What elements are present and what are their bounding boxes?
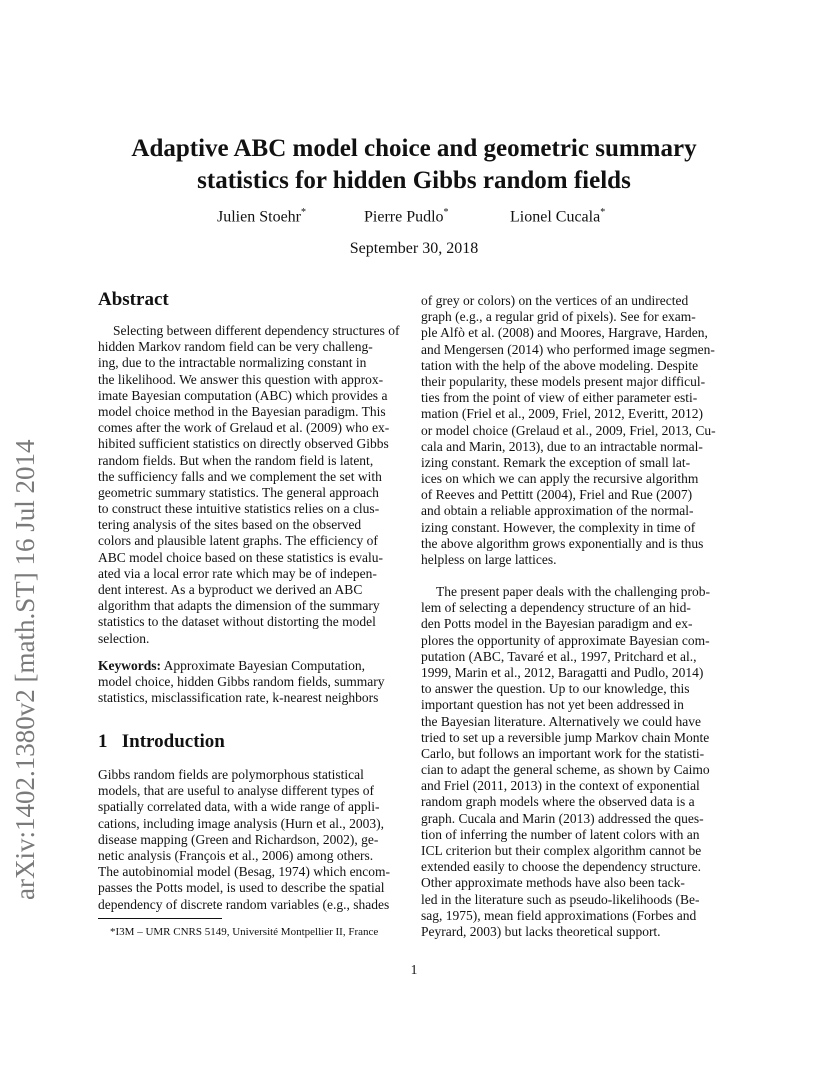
introduction-line: The autobinomial model (Besag, 1974) which encom- — [98, 864, 391, 880]
right-column-paragraph-2 — [421, 584, 730, 940]
abstract-line: colors and plausible latent graphs. The efficiency of — [98, 533, 378, 549]
right-col-p2-line: 1999, Marin et al., 2012, Baragatti and Pudlo, 2014) — [421, 664, 704, 680]
abstract-line: hibited sufficient statistics on directly observed Gibbs — [98, 436, 389, 452]
right-col-p1-line: cala and Marin, 2013), due to an intractable normal- — [421, 438, 703, 454]
right-col-p1-line: of grey or colors) on the vertices of an undirected — [421, 293, 689, 308]
abstract-line: statistics to the dataset without distorting the model — [98, 614, 376, 630]
title-line-1: Adaptive ABC model choice and geometric summary — [131, 135, 697, 162]
right-col-p2-line: to answer the question. Up to our knowledge, this — [421, 681, 690, 697]
right-col-p2-line: the Bayesian literature. Alternatively we could have — [421, 713, 702, 729]
right-col-p1-line: of Reeves and Pettitt (2004), Friel and Rue (2007) — [421, 487, 693, 503]
right-column-paragraph-1 — [421, 293, 730, 568]
introduction-line: disease mapping (Green and Richardson, 2002), ge- — [98, 831, 379, 847]
introduction-line: cations, including image analysis (Hurn et al., 2003), — [98, 815, 385, 831]
footnote-rule — [98, 918, 222, 919]
right-col-p1-line: and Mengersen (2014) who performed image segmen- — [421, 341, 715, 357]
title-line-2: statistics for hidden Gibbs random fields — [197, 167, 631, 194]
right-col-p2-line: cian to adapt the general scheme, as shown by Caimo — [421, 762, 710, 778]
abstract-line: dent interest. As a byproduct we derived an ABC — [98, 582, 363, 597]
right-col-p1-line: helpless on large lattices. — [421, 552, 557, 567]
right-col-p2-line: lem of selecting a dependency structure of an hid- — [421, 600, 691, 616]
abstract-line: Selecting between different dependency structures of — [113, 323, 400, 338]
right-col-p2-line: ICL criterion but their complex algorithm cannot be — [421, 843, 702, 858]
right-col-p2-line: graph. Cucala and Marin (2013) addressed the ques- — [421, 810, 704, 826]
author-1: Julien Stoehr* — [217, 207, 306, 226]
abstract-body — [98, 323, 407, 647]
right-col-p2-line: den Potts model in the Bayesian paradigm and ex- — [421, 616, 693, 632]
right-col-p1-line: ple Alfò et al. (2008) and Moores, Hargrave, Harden, — [421, 325, 708, 341]
right-col-p1-line: their popularity, these models present major difficul- — [421, 373, 706, 389]
page-number: 1 — [410, 962, 418, 977]
abstract-line: model choice method in the Bayesian paradigm. This — [98, 403, 386, 419]
right-col-p2-line: tion of inferring the number of latent colors with an — [421, 826, 700, 842]
paper-date: September 30, 2018 — [349, 240, 479, 257]
abstract-line: the likelihood. We answer this question with approx- — [98, 371, 384, 387]
author-2: Pierre Pudlo* — [364, 207, 449, 226]
right-col-p2-line: led in the literature such as pseudo-likelihoods (Be- — [421, 891, 700, 907]
arxiv-identifier-stamp: arXiv:1402.1380v2 [math.ST] 16 Jul 2014 — [10, 439, 40, 900]
section-introduction-heading: 1 Introduction — [98, 731, 225, 752]
introduction-line: spatially correlated data, with a wide range of appli- — [98, 799, 380, 815]
keywords-label: Keywords: — [98, 658, 161, 673]
right-col-p1-line: or model choice (Grelaud et al., 2009, Friel, 2013, Cu- — [421, 422, 716, 438]
right-col-p1-line: ties from the point of view of either parameter esti- — [421, 390, 698, 406]
abstract-line: algorithm that adapts the dimension of the summary — [98, 598, 380, 614]
introduction-line: Gibbs random fields are polymorphous statistical — [98, 767, 364, 782]
right-col-p1-line: and obtain a reliable approximation of the normal- — [421, 503, 694, 519]
right-col-p1-line: tation with the help of the above modeling. Despite — [421, 357, 699, 373]
author-3: Lionel Cucala* — [510, 207, 606, 226]
right-col-p2-line: tried to set up a reversible jump Markov chain Monte — [421, 729, 710, 745]
right-col-p2-line: plores the opportunity of approximate Bayesian com- — [421, 632, 710, 648]
abstract-line: imate Bayesian computation (ABC) which provides a — [98, 387, 388, 403]
introduction-body — [98, 767, 407, 913]
right-col-p2-line: random graph models where the observed data is a — [421, 794, 695, 810]
introduction-line: dependency of discrete random variables (e.g., shades — [98, 896, 390, 912]
abstract-line: random fields. But when the random field is latent, — [98, 452, 374, 468]
right-col-p1-line: ices on which we can apply the recursive algorithm — [421, 471, 699, 487]
abstract-heading: Abstract — [98, 289, 169, 310]
abstract-line: to construct these intuitive statistics relies on a clus- — [98, 501, 380, 517]
right-col-p2-line: Other approximate methods have also been tack- — [421, 875, 685, 891]
abstract-line: ABC model choice based on these statistics is evalu- — [98, 549, 383, 565]
right-col-p2-line: sag, 1975), mean field approximations (Forbes and — [421, 907, 697, 923]
abstract-line: ated via a local error rate which may be of indepen- — [98, 565, 377, 581]
right-col-p1-line: izing constant. However, the complexity in time of — [421, 519, 696, 535]
right-col-p2-line: Peyrard, 2003) but lacks theoretical support. — [421, 923, 661, 939]
right-col-p2-line: The present paper deals with the challenging prob- — [436, 584, 711, 599]
right-col-p1-line: mation (Friel et al., 2009, Friel, 2012, Everitt, 2012) — [421, 406, 703, 422]
introduction-line: models, that are useful to analyse different types of — [98, 783, 375, 799]
abstract-line: tering analysis of the sites based on the observed — [98, 517, 362, 533]
keywords-block: Keywords: Approximate Bayesian Computation, model choice, hidden Gibbs random fields, summary statistics, misclassification rate, k-nearest neighbors — [98, 658, 385, 706]
right-col-p2-line: Carlo, but follows an important work for the statisti- — [421, 745, 705, 761]
right-col-p2-line: and Friel (2011, 2013) in the context of exponential — [421, 778, 700, 794]
introduction-line: passes the Potts model, is used to describe the spatial — [98, 880, 385, 896]
right-col-p2-line: important question has not yet been addressed in — [421, 697, 684, 713]
footnote-affiliation: *I3M – UMR CNRS 5149, Université Montpellier II, France — [110, 926, 379, 938]
abstract-line: selection. — [98, 630, 150, 646]
introduction-line: netic analysis (François et al., 2006) among others. — [98, 847, 374, 863]
abstract-line: comes after the work of Grelaud et al. (2009) who ex- — [98, 420, 390, 436]
right-col-p1-line: izing constant. Remark the exception of small lat- — [421, 454, 691, 470]
right-col-p2-line: extended easily to choose the dependency structure. — [421, 859, 702, 875]
abstract-line: ing, due to the intractable normalizing constant in — [98, 355, 367, 371]
right-col-p2-line: putation (ABC, Tavaré et al., 1997, Pritchard et al., — [421, 648, 697, 664]
abstract-line: geometric summary statistics. The general approach — [98, 484, 379, 500]
paper-title — [0, 133, 828, 197]
right-col-p1-line: graph (e.g., a regular grid of pixels). See for exam- — [421, 309, 696, 325]
right-col-p1-line: the above algorithm grows exponentially and is thus — [421, 535, 704, 551]
abstract-line: the sufficiency falls and we complement the set with — [98, 468, 382, 484]
abstract-line: hidden Markov random field can be very challeng- — [98, 339, 373, 355]
